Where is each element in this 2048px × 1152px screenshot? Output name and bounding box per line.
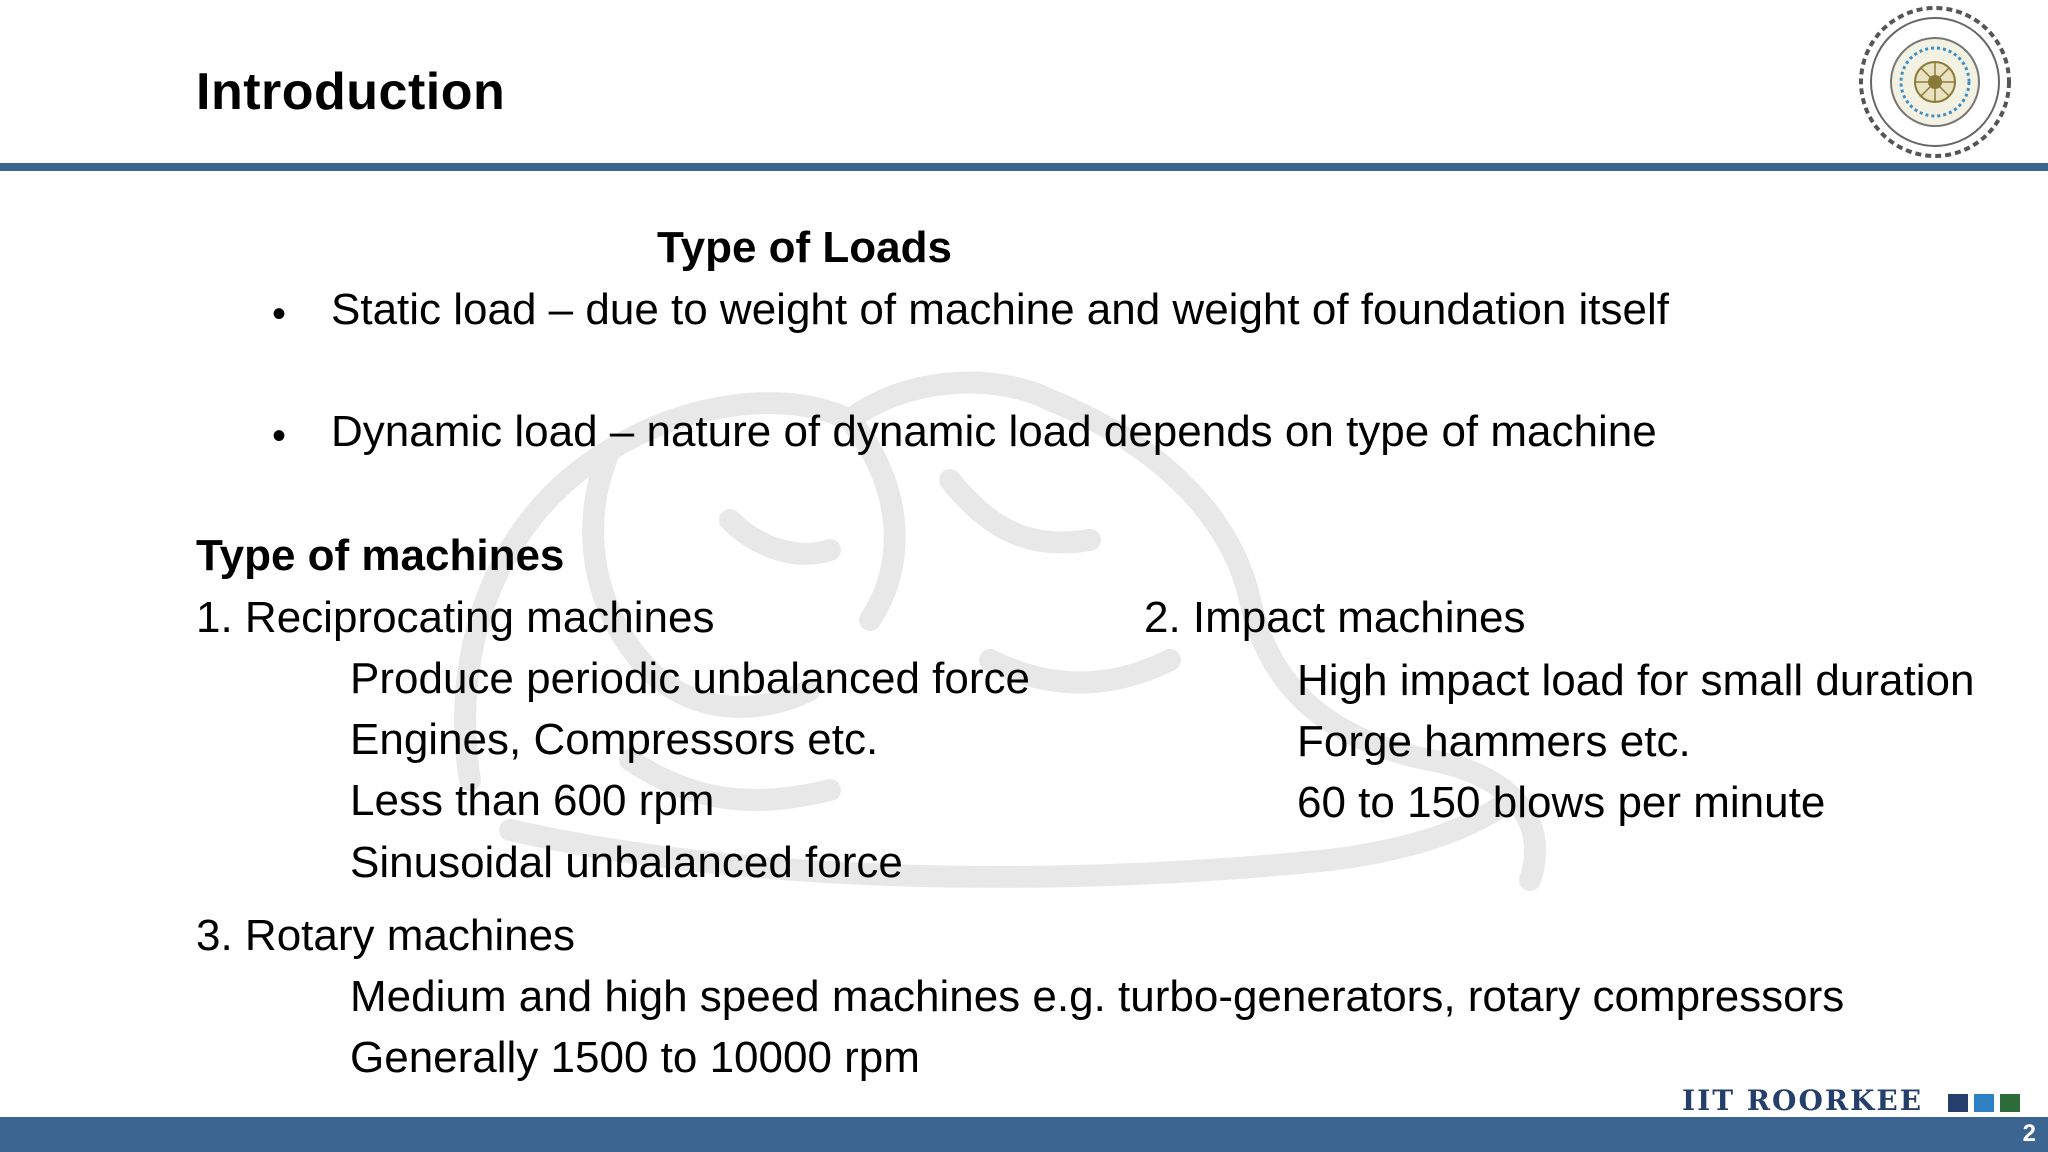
bullet-icon: • bbox=[272, 414, 287, 458]
dynamic-load-text: Dynamic load – nature of dynamic load depends on type of machine bbox=[331, 407, 1657, 456]
header-divider bbox=[0, 163, 2048, 171]
brand-square-icon bbox=[1974, 1094, 1994, 1112]
institute-seal-icon bbox=[1830, 2, 2040, 162]
static-load-text: Static load – due to weight of machine and weight of foundation itself bbox=[331, 285, 1669, 334]
reciprocating-line: Produce periodic unbalanced force bbox=[350, 654, 1031, 703]
bullet-icon: • bbox=[272, 292, 287, 336]
footer-bar bbox=[0, 1117, 2048, 1152]
brand-square-icon bbox=[1948, 1094, 1968, 1112]
reciprocating-line: Engines, Compressors etc. bbox=[350, 715, 879, 764]
rotary-title: 3. Rotary machines bbox=[196, 911, 576, 960]
brand-square-icon bbox=[2000, 1094, 2020, 1112]
slide-title: Introduction bbox=[196, 63, 506, 121]
reciprocating-line: Sinusoidal unbalanced force bbox=[350, 838, 903, 887]
impact-line: Forge hammers etc. bbox=[1297, 717, 1691, 766]
impact-title: 2. Impact machines bbox=[1144, 593, 1526, 642]
rotary-line: Medium and high speed machines e.g. turbo-generators, rotary compressors bbox=[350, 972, 1845, 1021]
page-number: 2 bbox=[2022, 1120, 2036, 1147]
impact-line: 60 to 150 blows per minute bbox=[1297, 778, 1826, 827]
iit-roorkee-logo: IIT ROORKEE bbox=[1682, 1084, 1924, 1117]
loads-heading: Type of Loads bbox=[657, 223, 952, 272]
machines-heading: Type of machines bbox=[196, 531, 565, 580]
reciprocating-title: 1. Reciprocating machines bbox=[196, 593, 715, 642]
impact-line: High impact load for small duration bbox=[1297, 656, 1975, 705]
rotary-line: Generally 1500 to 10000 rpm bbox=[350, 1033, 920, 1082]
reciprocating-line: Less than 600 rpm bbox=[350, 776, 715, 825]
